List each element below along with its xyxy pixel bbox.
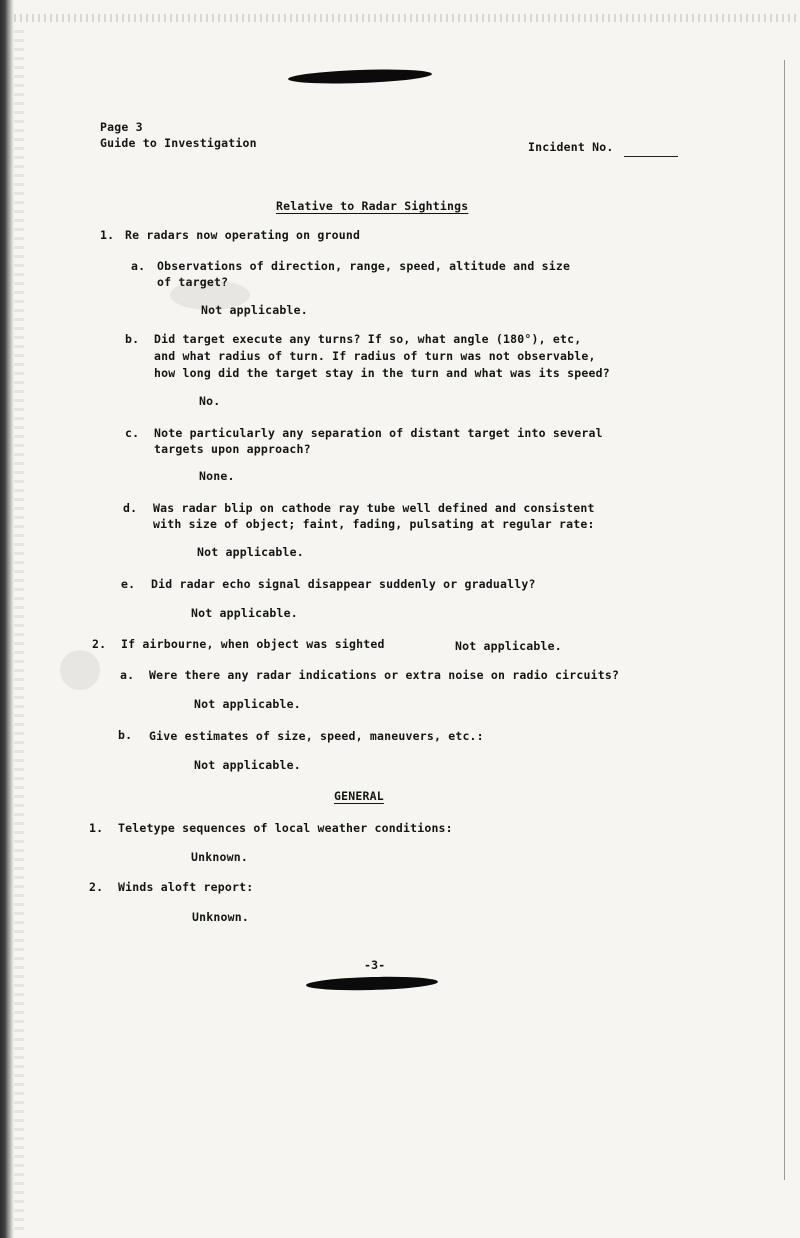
q1b-line1: Did target execute any turns? If so, what angle (180°), etc, [154, 332, 582, 346]
q2b-line1: Give estimates of size, speed, maneuvers, etc.: [149, 729, 484, 743]
q1d-line2: with size of object; faint, fading, pulsating at regular rate: [153, 517, 595, 531]
top-redaction-mark [288, 67, 432, 85]
q2-number: 2. [92, 637, 107, 651]
q1d-letter: d. [123, 501, 138, 515]
q1c-answer: None. [199, 469, 235, 483]
q1-number: 1. [100, 228, 115, 242]
radar-section-heading: Relative to Radar Sightings [276, 199, 469, 213]
incident-number-label: Incident No. [528, 140, 614, 154]
scan-top-edge [14, 14, 800, 22]
page-number: -3- [364, 958, 386, 972]
q1c-line1: Note particularly any separation of distant target into several [154, 426, 603, 440]
q1-text: Re radars now operating on ground [125, 228, 361, 242]
page-label: Page 3 [100, 120, 143, 134]
general-q2-answer: Unknown. [192, 910, 249, 924]
q1e-line1: Did radar echo signal disappear suddenly or gradually? [151, 577, 536, 591]
q1a-letter: a. [131, 259, 146, 273]
q2a-letter: a. [120, 668, 135, 682]
q1e-answer: Not applicable. [191, 606, 298, 620]
general-q2-number: 2. [89, 880, 104, 894]
q1b-answer: No. [199, 394, 221, 408]
q1a-line1: Observations of direction, range, speed, altitude and size [157, 259, 571, 273]
scan-left-edge [0, 0, 14, 1238]
q1d-line1: Was radar blip on cathode ray tube well defined and consistent [153, 501, 595, 515]
general-q1-answer: Unknown. [191, 850, 248, 864]
q1a-line2: of target? [157, 275, 229, 289]
q1b-letter: b. [125, 332, 140, 346]
incident-number-blank [624, 156, 678, 157]
scan-smudge [60, 650, 100, 690]
general-q2-text: Winds aloft report: [118, 880, 254, 894]
scan-left-strip [14, 30, 24, 1230]
q2a-answer: Not applicable. [194, 697, 301, 711]
q2-answer: Not applicable. [455, 639, 562, 653]
q1b-line3: how long did the target stay in the turn and what was its speed? [154, 366, 610, 380]
document-title: Guide to Investigation [100, 136, 257, 150]
q1b-line2: and what radius of turn. If radius of turn was not observable, [154, 349, 596, 363]
q1c-line2: targets upon approach? [154, 442, 311, 456]
general-section-heading: GENERAL [334, 789, 384, 803]
q1e-letter: e. [121, 577, 136, 591]
q2-text: If airbourne, when object was sighted [121, 637, 385, 651]
q1c-letter: c. [125, 426, 140, 440]
q1d-answer: Not applicable. [197, 545, 304, 559]
q2b-letter: b. [118, 728, 133, 742]
q2a-line1: Were there any radar indications or extra noise on radio circuits? [149, 668, 620, 682]
bottom-redaction-mark [306, 975, 438, 991]
q1a-answer: Not applicable. [201, 303, 308, 317]
general-q1-number: 1. [89, 821, 104, 835]
general-q1-text: Teletype sequences of local weather conditions: [118, 821, 453, 835]
scan-right-line [784, 60, 785, 1180]
q2b-answer: Not applicable. [194, 758, 301, 772]
